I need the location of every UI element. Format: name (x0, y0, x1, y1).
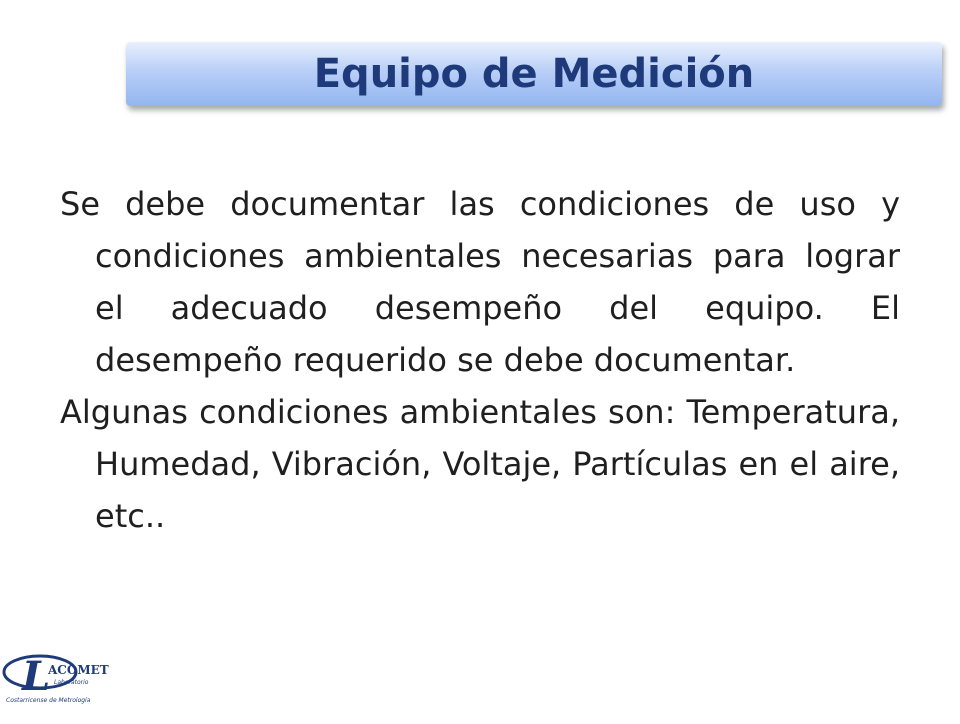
title-banner (126, 42, 942, 106)
logo-graphic (0, 640, 120, 720)
paragraph-2: Algunas condiciones ambientales son: Temperatura, Humedad, Vibración, Voltaje, Partículas en el aire, etc.. (60, 393, 900, 535)
slide-title: Equipo de Medición (313, 51, 755, 97)
paragraph-1: Se debe documentar las condiciones de uso y condiciones ambientales necesarias para lograr el adecuado desempeño del equipo. El desempeño requerido se debe documentar. (60, 185, 900, 379)
lacomet-logo (0, 640, 120, 720)
slide-body (60, 178, 900, 542)
logo-name: ACOMET (48, 663, 109, 677)
logo-line1: Laboratorio (54, 679, 89, 686)
svg-text:L: L (22, 653, 51, 700)
logo-line2: Costarricense de Metrología (6, 697, 91, 704)
